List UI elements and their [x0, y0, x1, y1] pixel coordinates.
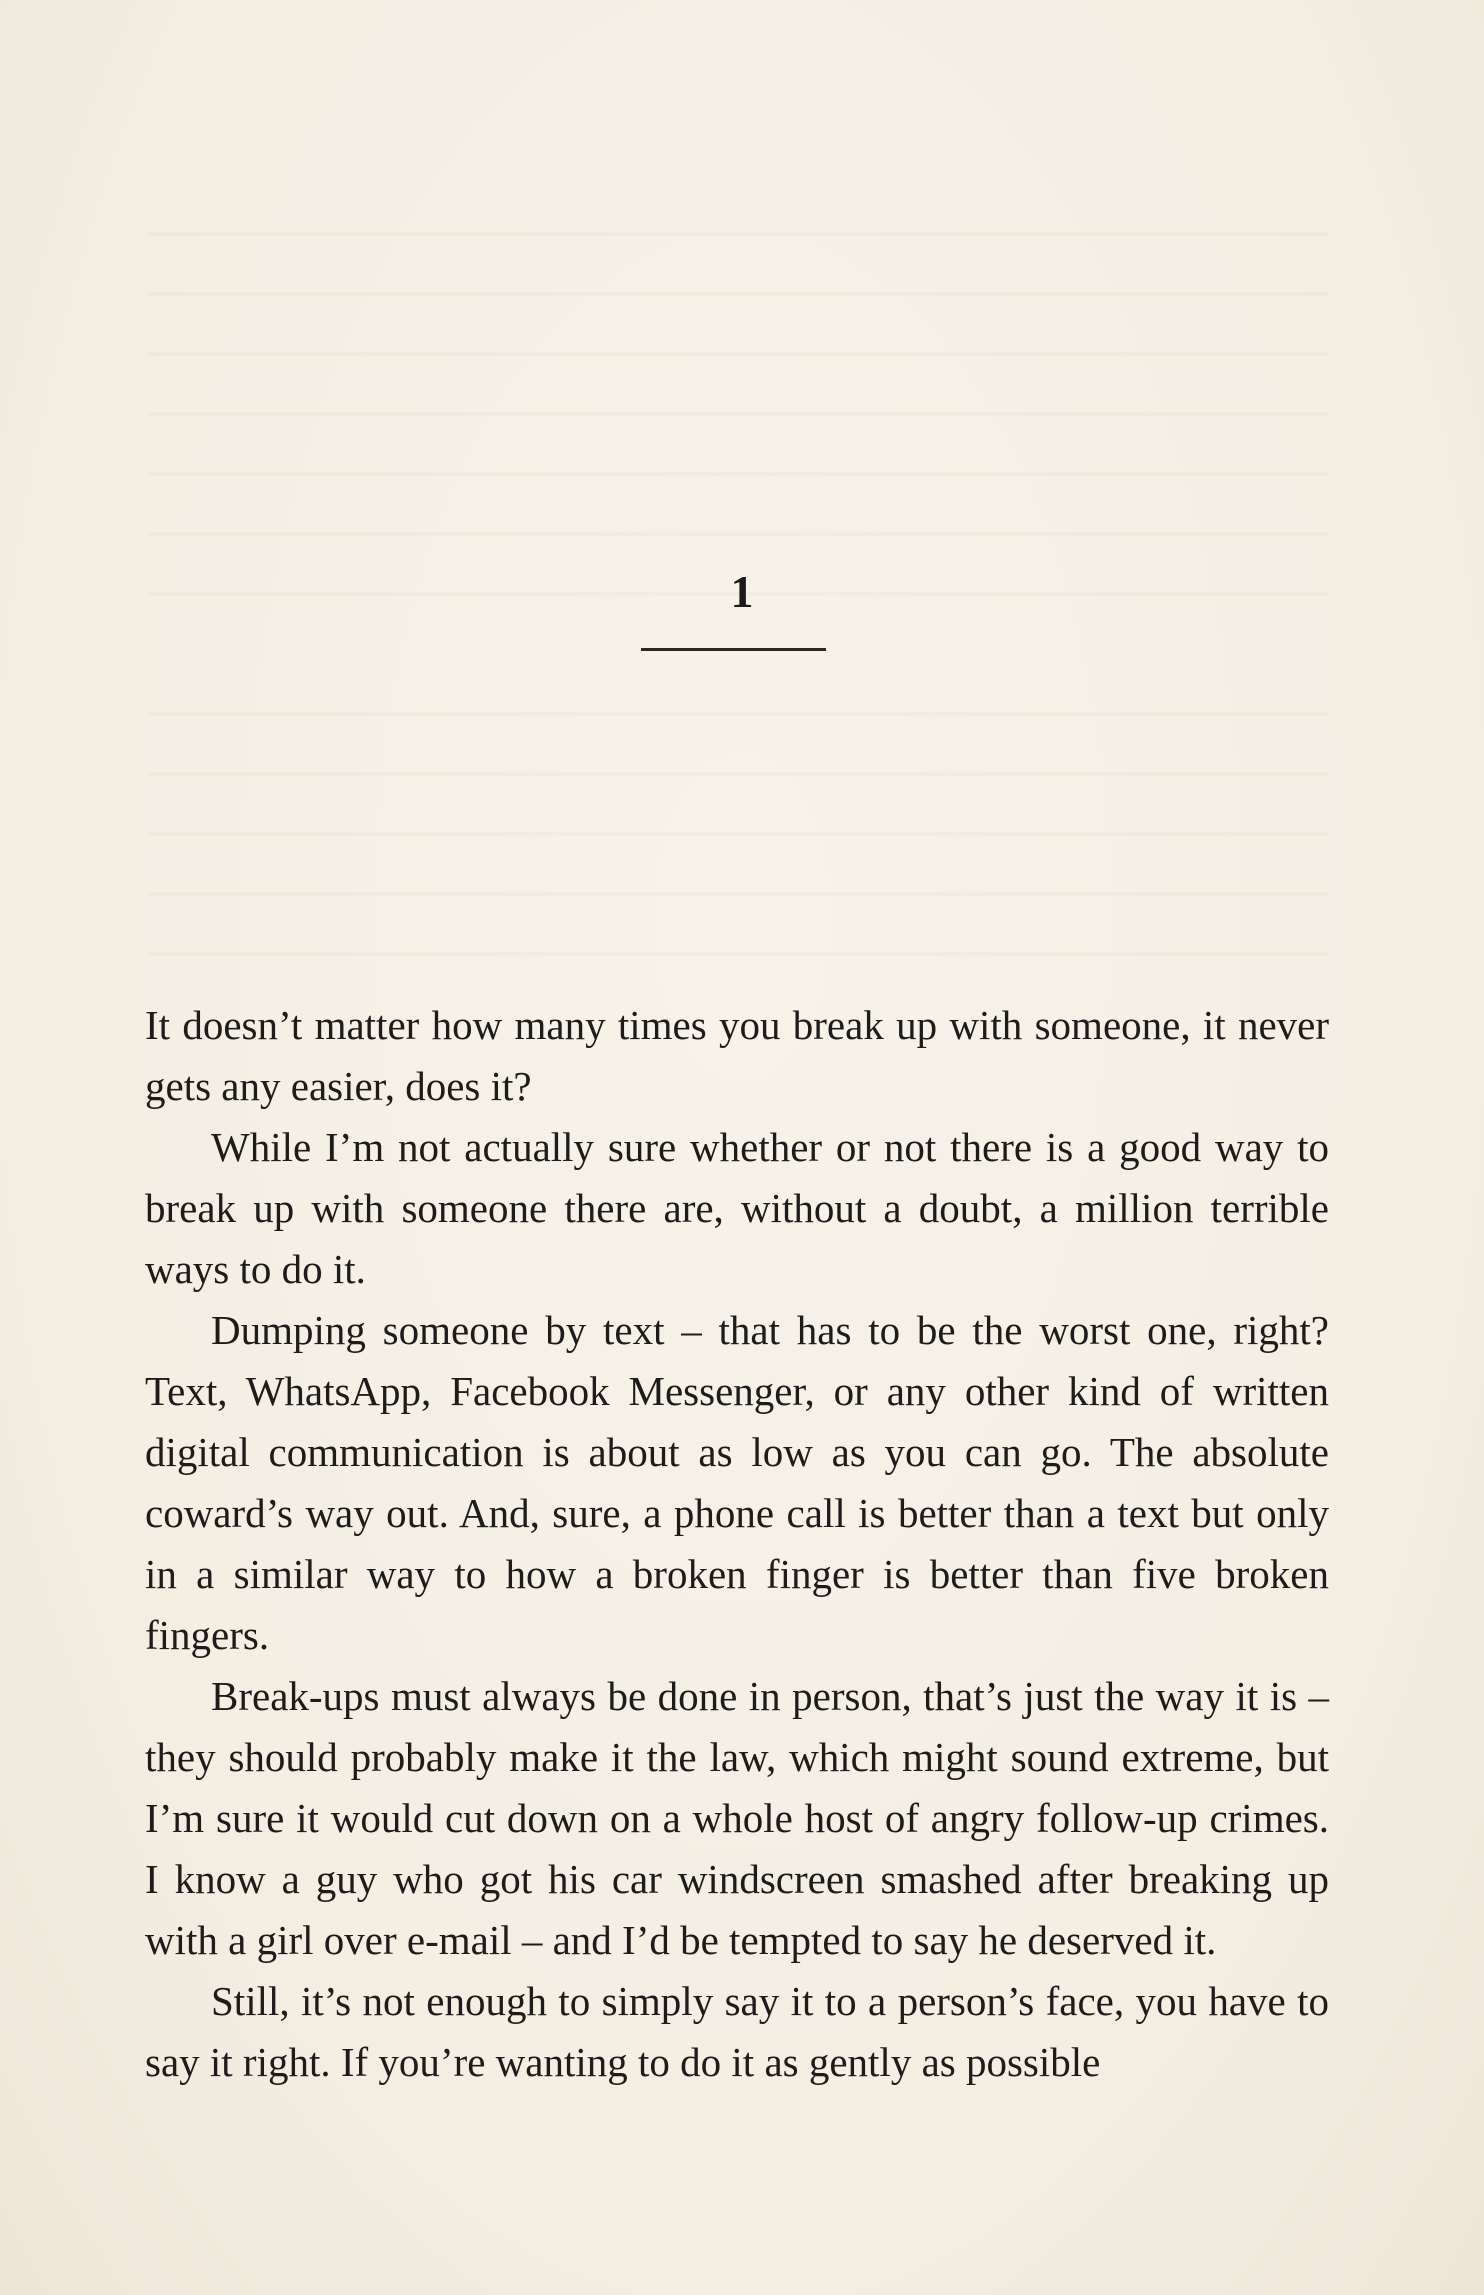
- show-through-line: [148, 892, 1328, 896]
- chapter-number: 1: [730, 566, 754, 617]
- show-through-line: [148, 472, 1328, 476]
- show-through-line: [148, 352, 1328, 356]
- show-through-line: [148, 952, 1328, 956]
- show-through-line: [148, 292, 1328, 296]
- show-through-line: [148, 532, 1328, 536]
- paragraph: Break-ups must always be done in person, that’s just the way it is – they should probably make it the law, which might sound extreme, but I’m sure it would cut down on a whole host of angry follow-up crimes. I know a guy who got his car windscreen smashed after breaking up with a girl over e-mail – and I’d be tempted to say he deserved it.: [145, 1673, 1329, 1963]
- paragraph: Dumping someone by text – that has to be the worst one, right? Text, WhatsApp, Facebook Messenger, or any other kind of written digital communication is about as low as you can go. The absolute coward’s way out. And, sure, a phone call is better than a text but only in a similar way to how a broken finger is better than five broken fingers.: [145, 1307, 1329, 1658]
- show-through-line: [148, 412, 1328, 416]
- show-through-line: [148, 772, 1328, 776]
- paragraph: Still, it’s not enough to simply say it to a person’s face, you have to say it right. If you’re wanting to do it as gently as possible: [145, 1978, 1329, 2085]
- show-through-line: [148, 712, 1328, 716]
- chapter-body: [145, 995, 1329, 2093]
- paragraph: While I’m not actually sure whether or not there is a good way to break up with someone there are, without a doubt, a million terrible ways to do it.: [145, 1124, 1329, 1292]
- show-through-line: [148, 832, 1328, 836]
- paragraph: It doesn’t matter how many times you break up with someone, it never gets any easier, does it?: [145, 1002, 1329, 1109]
- show-through-line: [148, 232, 1328, 236]
- chapter-rule: [641, 648, 826, 651]
